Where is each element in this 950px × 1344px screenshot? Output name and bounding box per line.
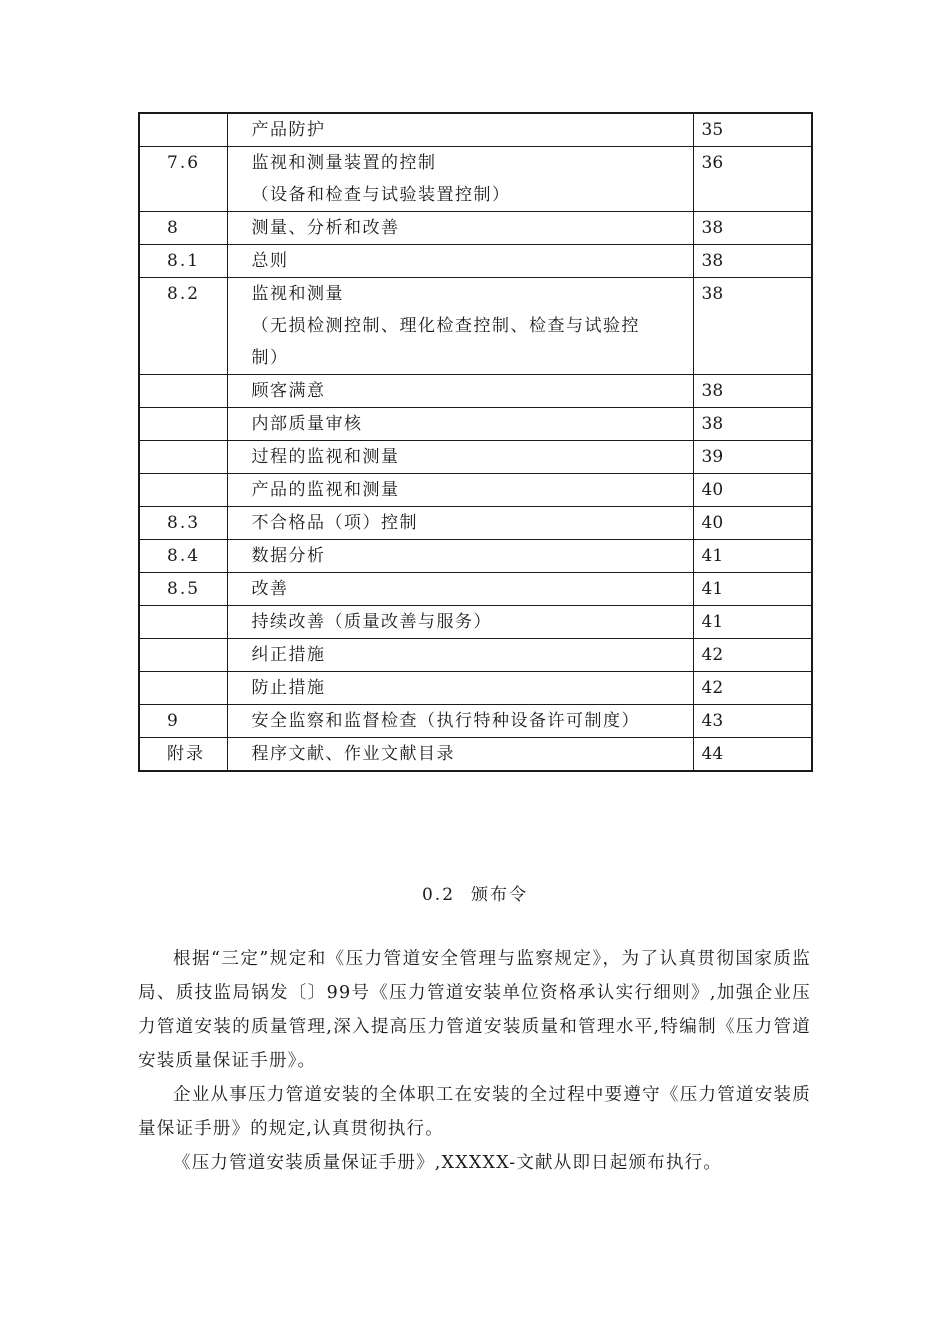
toc-page-number: 35: [693, 113, 812, 147]
section-number: 0.2: [421, 885, 456, 905]
toc-row: [139, 606, 812, 639]
toc-title-line: 程序文献、作业文献目录: [251, 744, 455, 764]
toc-section-number: 8.3: [139, 507, 227, 540]
toc-row: [139, 705, 812, 738]
toc-section-title: [227, 540, 693, 573]
toc-table: [138, 112, 813, 772]
toc-section-title: [227, 573, 693, 606]
toc-section-number: [139, 606, 227, 639]
toc-title-line: 纠正措施: [251, 645, 326, 665]
toc-section-number: 8.1: [139, 245, 227, 278]
toc-section-number: 8.5: [139, 573, 227, 606]
toc-title-line: 不合格品（项）控制: [251, 513, 418, 533]
toc-title-line: 防止措施: [251, 678, 326, 698]
toc-section-title: [227, 606, 693, 639]
toc-section-number: [139, 113, 227, 147]
toc-title-line: 监视和测量: [251, 284, 344, 304]
toc-title-line: 持续改善（质量改善与服务）: [251, 612, 492, 632]
toc-row: [139, 408, 812, 441]
toc-row: [139, 147, 812, 212]
toc-title-line: 过程的监视和测量: [251, 447, 400, 467]
toc-page-number: 44: [693, 738, 812, 772]
body-text: [138, 942, 811, 1180]
toc-section-number: [139, 408, 227, 441]
toc-title-line: 数据分析: [251, 546, 326, 566]
toc-body: [139, 113, 812, 771]
toc-page-number: 40: [693, 474, 812, 507]
toc-page-number: 36: [693, 147, 812, 212]
toc-row: [139, 278, 812, 375]
toc-section-title: [227, 474, 693, 507]
toc-section-number: 7.6: [139, 147, 227, 212]
toc-section-number: 9: [139, 705, 227, 738]
paragraph: 《压力管道安装质量保证手册》,XXXXX-文献从即日起颁布执行。: [173, 1153, 723, 1173]
toc-title-line: （无损检测控制、理化检查控制、检查与试验控: [251, 316, 640, 336]
toc-section-number: 8: [139, 212, 227, 245]
toc-page-number: 43: [693, 705, 812, 738]
toc-title-line: 测量、分析和改善: [251, 218, 400, 238]
toc-row: [139, 441, 812, 474]
toc-title-line: 安全监察和监督检查（执行特种设备许可制度）: [251, 711, 640, 731]
toc-section-title: [227, 375, 693, 408]
toc-page-number: 41: [693, 540, 812, 573]
toc-page-number: 40: [693, 507, 812, 540]
toc-section-number: 8.4: [139, 540, 227, 573]
toc-page-number: 38: [693, 212, 812, 245]
toc-title-line: 内部质量审核: [251, 414, 363, 434]
toc-page-number: 39: [693, 441, 812, 474]
toc-row: [139, 738, 812, 772]
toc-title-line: 监视和测量装置的控制: [251, 153, 437, 173]
toc-section-number: [139, 441, 227, 474]
toc-row: [139, 507, 812, 540]
toc-row: [139, 375, 812, 408]
toc-page-number: 41: [693, 606, 812, 639]
toc-row: [139, 474, 812, 507]
toc-section-number: [139, 474, 227, 507]
toc-title-line: 产品防护: [251, 120, 326, 140]
toc-section-title: [227, 738, 693, 772]
toc-row: [139, 212, 812, 245]
toc-section-title: [227, 705, 693, 738]
toc-section-number: [139, 639, 227, 672]
toc-section-title: [227, 212, 693, 245]
toc-title-line: 产品的监视和测量: [251, 480, 400, 500]
toc-section-title: [227, 639, 693, 672]
paragraph: 企业从事压力管道安装的全体职工在安装的全过程中要遵守《压力管道安装质量保证手册》的规定,认真贯彻执行。: [138, 1085, 811, 1139]
toc-section-number: [139, 672, 227, 705]
toc-section-title: [227, 147, 693, 212]
toc-title-line: 制）: [251, 348, 289, 368]
toc-section-title: [227, 507, 693, 540]
toc-page-number: 38: [693, 375, 812, 408]
toc-section-title: [227, 408, 693, 441]
section-title: 颁布令: [471, 885, 529, 905]
toc-title-line: 顾客满意: [251, 381, 326, 401]
toc-row: [139, 639, 812, 672]
toc-page-number: 41: [693, 573, 812, 606]
toc-title-line: 总则: [251, 251, 289, 271]
toc-title-line: 改善: [251, 579, 289, 599]
toc-title-line: （设备和检查与试验装置控制）: [251, 185, 511, 205]
toc-section-title: [227, 672, 693, 705]
toc-section-title: [227, 113, 693, 147]
toc-section-title: [227, 441, 693, 474]
toc-section-number: 附录: [139, 738, 227, 772]
toc-section-title: [227, 278, 693, 375]
toc-row: [139, 573, 812, 606]
toc-page-number: 38: [693, 245, 812, 278]
toc-row: [139, 672, 812, 705]
toc-page-number: 38: [693, 408, 812, 441]
toc-row: [139, 113, 812, 147]
section-heading: [0, 880, 950, 905]
toc-section-number: [139, 375, 227, 408]
toc-row: [139, 540, 812, 573]
toc-page-number: 42: [693, 672, 812, 705]
toc-section-number: 8.2: [139, 278, 227, 375]
paragraph: 根据“三定”规定和《压力管道安全管理与监察规定》，为了认真贯彻国家质监局、质技监局锅发〔〕99号《压力管道安装单位资格承认实行细则》,加强企业压力管道安装的质量管理,深入提高压力管道安装质量和管理水平,特编制《压力管道安装质量保证手册》。: [138, 949, 811, 1071]
toc-page-number: 42: [693, 639, 812, 672]
toc-row: [139, 245, 812, 278]
toc-section-title: [227, 245, 693, 278]
toc-page-number: 38: [693, 278, 812, 375]
